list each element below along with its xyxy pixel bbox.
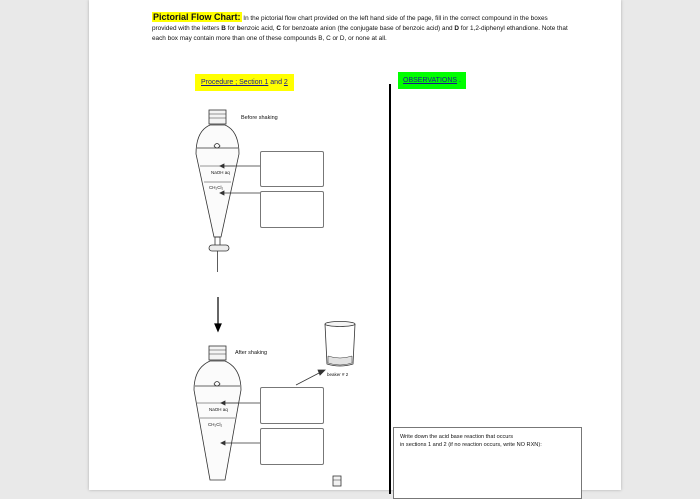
before-shaking-caption: Before shaking xyxy=(241,115,278,121)
acid-base-reaction-box[interactable]: Write down the acid base reaction that occurs in sections 1 and 2 (if no reaction occurs, write NO RXN): xyxy=(393,427,582,499)
answer-box-bottom-aqueous[interactable] xyxy=(260,387,324,424)
after-shaking-caption: After shaking xyxy=(235,350,268,356)
answer-box-bottom-organic[interactable] xyxy=(260,428,324,465)
flask-partial-icon xyxy=(333,476,341,486)
naoh-layer-label-top: NaOH aq xyxy=(211,170,230,175)
separatory-funnel-top xyxy=(196,110,239,272)
ch2cl2-layer-label-top: CH₂Cl₂ xyxy=(209,185,224,190)
procedure-header: Procedure ; Section 1 and 2 xyxy=(195,74,294,91)
answer-box-top-aqueous[interactable] xyxy=(260,151,324,187)
flowchart-drawing xyxy=(89,0,621,490)
separatory-funnel-bottom xyxy=(194,346,241,480)
ch2cl2-layer-label-bottom: CH₂Cl₂ xyxy=(208,422,223,427)
worksheet-page xyxy=(89,0,621,490)
naoh-layer-label-bottom: NaOH aq xyxy=(209,407,228,412)
flow-chart-title: Pictorial Flow Chart: xyxy=(153,12,241,22)
down-arrow xyxy=(215,297,221,331)
beaker-label: beaker # 2 xyxy=(327,372,349,377)
intro-paragraph: Pictorial Flow Chart: In the pictorial flow chart provided on the left hand side of the page, fill in the correct compound in the boxes provided with the letters B for benzoic acid, C for benzoate anion (the conjugate base of benzoic acid) and D for 1,2-diphenyl ethandione. Note that each box may contain more than one of these compounds B, C or D, or none at all. xyxy=(152,12,568,42)
observations-header: OBSERVATIONS . xyxy=(398,72,466,89)
beaker-icon xyxy=(325,322,355,367)
answer-box-top-organic[interactable] xyxy=(260,191,324,228)
